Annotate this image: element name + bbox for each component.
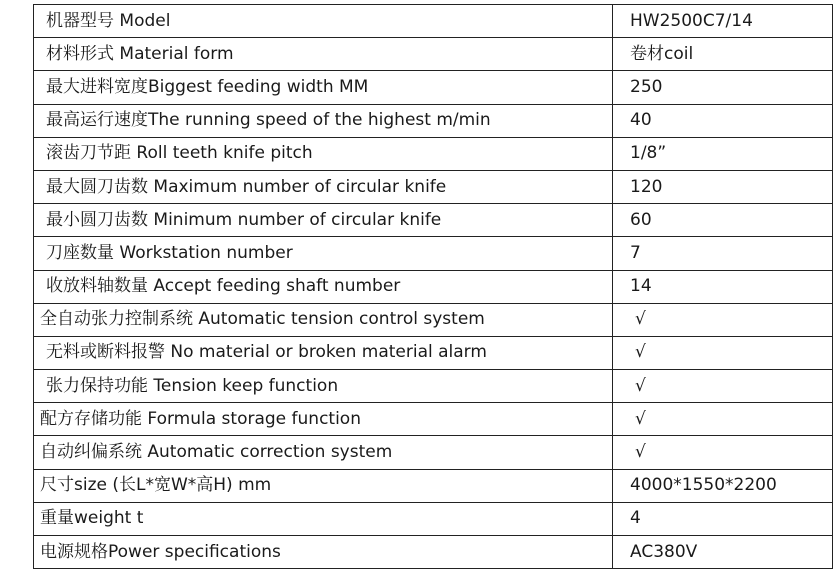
table-row: [34, 104, 833, 137]
spec-label: 最大圆刀齿数 Maximum number of circular knife: [34, 170, 613, 203]
check-mark: √: [613, 303, 833, 336]
table-row: [34, 370, 833, 403]
spec-value: 120: [613, 170, 833, 203]
table-row: [34, 137, 833, 170]
spec-value: 4: [613, 502, 833, 535]
table-row: [34, 71, 833, 104]
table-row: [34, 38, 833, 71]
spec-label: 滚齿刀节距 Roll teeth knife pitch: [34, 137, 613, 170]
table-row: [34, 237, 833, 270]
spec-value: 40: [613, 104, 833, 137]
table-row: [34, 5, 833, 38]
table-row: [34, 469, 833, 502]
table-row: [34, 204, 833, 237]
spec-label: 重量weight t: [34, 502, 613, 535]
table-row: [34, 403, 833, 436]
table-row: [34, 303, 833, 336]
spec-value: 7: [613, 237, 833, 270]
spec-label: 最高运行速度The running speed of the highest m/min: [34, 104, 613, 137]
table-row: [34, 536, 833, 569]
table-row: [34, 270, 833, 303]
spec-label: 配方存储功能 Formula storage function: [34, 403, 613, 436]
check-mark: √: [613, 370, 833, 403]
spec-label: 全自动张力控制系统 Automatic tension control system: [34, 303, 613, 336]
table-row: [34, 502, 833, 535]
table-row: [34, 336, 833, 369]
spec-label: 最大进料宽度Biggest feeding width MM: [34, 71, 613, 104]
spec-value: 卷材coil: [613, 38, 833, 71]
spec-label: 无料或断料报警 No material or broken material alarm: [34, 336, 613, 369]
check-mark: √: [613, 336, 833, 369]
spec-label: 电源规格Power specifications: [34, 536, 613, 569]
spec-value: AC380V: [613, 536, 833, 569]
spec-table: [33, 4, 833, 569]
spec-label: 张力保持功能 Tension keep function: [34, 370, 613, 403]
spec-label: 最小圆刀齿数 Minimum number of circular knife: [34, 204, 613, 237]
table-row: [34, 436, 833, 469]
spec-label: 收放料轴数量 Accept feeding shaft number: [34, 270, 613, 303]
spec-value: 250: [613, 71, 833, 104]
spec-label: 材料形式 Material form: [34, 38, 613, 71]
spec-value: 14: [613, 270, 833, 303]
spec-value: 60: [613, 204, 833, 237]
table-row: [34, 170, 833, 203]
spec-value: HW2500C7/14: [613, 5, 833, 38]
spec-value: 4000*1550*2200: [613, 469, 833, 502]
spec-label: 自动纠偏系统 Automatic correction system: [34, 436, 613, 469]
spec-label: 尺寸size (长L*宽W*高H) mm: [34, 469, 613, 502]
spec-label: 刀座数量 Workstation number: [34, 237, 613, 270]
spec-label: 机器型号 Model: [34, 5, 613, 38]
spec-value: 1/8”: [613, 137, 833, 170]
check-mark: √: [613, 403, 833, 436]
check-mark: √: [613, 436, 833, 469]
